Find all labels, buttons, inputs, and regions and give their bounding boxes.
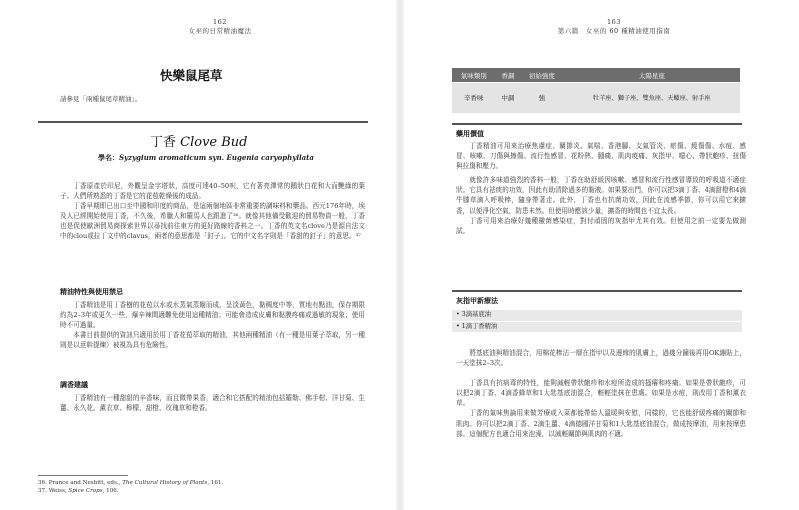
- properties-text: [60, 300, 365, 350]
- cell-sun-sign: 牡羊座、獅子座、雙魚座、天蠍座、射手座: [564, 83, 740, 114]
- book-gutter: [396, 0, 404, 510]
- clove-intro: [60, 181, 365, 242]
- recipe-item: • 1滴丁香精油: [452, 322, 742, 333]
- healing-heading: 藥用價值: [456, 129, 484, 138]
- left-page: [0, 0, 396, 510]
- scientific-name: Syzygium aromaticum syn. Eugenia caryophyllata: [119, 153, 314, 162]
- cell-scent-family: 辛香味: [452, 83, 496, 114]
- footnotes: [38, 479, 223, 495]
- method-paragraph: 丁香的氣味焦論用來做芳療或入菜都能帶給人溫暖與安慰，同樣的，它也能舒緩疼痛的關節和肌肉。你可以把2滴丁香、2滴生薑、4滴德國洋甘菊和1大匙基底油混合，做成按摩油，用來按摩患部。這個配方也適合用來泡澡，以減輕關節與肌肉的不適。: [456, 409, 746, 438]
- properties-paragraph: 本書目前提供的資訊只適用於用丁香花苞萃取的精油，其他兩種精油（有一種是用葉子萃取，另一種則是以莖幹提煉）被視為具有危險性。: [60, 331, 365, 350]
- header-note: 香調: [496, 68, 521, 83]
- scientific-label: 學名：: [98, 153, 119, 162]
- blending-paragraph: 丁香精油有一種甜甜的辛香味，而且微帶果香，適合和它搭配的精油包括羅勒、佛手柑、洋甘菊、生薑、永久花、薰衣草、檸檬、甜橙、玫瑰草和橙香。: [60, 394, 365, 413]
- intro-paragraph: 丁香早期即已出口至中國和印度的商品，是這兩個地區非常重要的調味料和藥品。西元176年時，埃及人已經開始使用丁香，不久後，希臘人和羅馬人也跟進了³⁶。就像其他備受歡迎的貿易物資一般，丁香也是促使歐洲貿易商探索世界以尋找前往東方的更好路線的香料之一。丁香的英文名clove乃是源自法文中的clou或拉丁文中的clavus，兩者的意思都是「釘子」。它的中文名字則是「香甜的釘子」的意思。³⁷: [60, 202, 365, 241]
- recipe-box: [452, 310, 742, 333]
- intro-paragraph: 丁香原產於印尼，外觀呈金字塔狀，高度可達40–50呎，它有著亮澤常的鵝狀白花和大而艷綠的葉子。人們所熟悉的丁香是它的花苞乾燥後的成品。: [60, 182, 365, 201]
- table-row: [452, 83, 740, 114]
- header-scent-family: 氣味類別: [452, 68, 496, 83]
- recipe-item: • 3滴基底油: [452, 310, 742, 321]
- blending-text: [60, 393, 365, 413]
- clove-title-cn: 丁香: [150, 135, 177, 150]
- properties-paragraph: 丁香精油是用丁香樹的花苞以水或水蒸氣蒸餾而成，呈淡黃色，黏稠度中等，質地有點油，保存期限約為2–3年或更久一些，爆辛辣間適難免使用這種精油；可能會造成皮膚和黏膜疼痛或過敏的現象；使用時不可過量。: [60, 301, 365, 330]
- healing-paragraph: 就像許多味道強烈的香料一般，丁香在助舒緩因咳嗽、感冒和流行性感冒導致的呼吸道不適症狀。它具有祛痰的功效，因此有助清除過多的黏液。如果要出門，你可以把3滴丁香、4滴甜橙和4滴牛膝草滴入呼吸棒，隨身帶著走。此外，丁香也有抗菌功效，因此在流感季節，你可以用它來擴香，以便淨化空氣，防患未然。但使用時應該少量，擴香的時間也不宜太長。: [456, 176, 746, 215]
- clove-title-en: Clove Bud: [180, 135, 248, 150]
- clove-title: [150, 131, 248, 150]
- right-chapter-title: 第六篇 女巫的 60 種精油使用指南: [557, 27, 671, 35]
- right-page: [404, 0, 799, 510]
- left-running-head: [70, 18, 370, 36]
- header-sun-sign: 太陽星座: [564, 68, 740, 83]
- header-intensity: 初始強度: [520, 68, 564, 83]
- cell-intensity: 強: [520, 83, 564, 114]
- healing-paragraph: 丁香可用來治療好幾種黴菌感染症，對付頑固的灰指甲尤其有效。但使用之前一定要先做測試。: [456, 216, 746, 235]
- footnote-36: 36. Prance and Nesbitt, eds., The Cultural History of Plants, 161.: [38, 480, 224, 486]
- left-book-title: 女巫的日常精油魔法: [188, 27, 252, 35]
- footnote-divider: [38, 475, 128, 476]
- method-paragraph: 將基底油與精油混合，用棉花棒沾一層在指甲以及邊緣的肌膚上，過幾分鐘後再用OK繃貼上，一天塗抹2–3次。: [456, 349, 746, 368]
- healing-paragraph: 丁香精油可用來治療焦慮症、關節炎、氣喘、香港腳、支氣管炎、瘀傷、燒傷傷、水痘、感冒、咳嗽、刀傷與擦傷、流行性感冒、花粉熱、腫痛、肌肉痠痛、灰指甲、噁心、帶狀皰疹、扭傷與拉傷和壓力。: [456, 142, 746, 171]
- method-paragraph: 丁香具有抗病毒的特性，能夠減輕帶狀皰疹和水痘所造成的搔癢和疼痛。如果是帶狀皰疹，可以把2滴丁香、4滴香蜂草和1大匙基底油混合，輕輕塗抹在患處。如果是水痘，則改用丁香和薰衣草。: [456, 379, 746, 408]
- clary-sage-title: 快樂鼠尾草: [160, 68, 223, 83]
- table-header-row: [452, 68, 740, 83]
- right-page-number: 163: [607, 18, 621, 26]
- left-page-number: 162: [213, 18, 227, 26]
- healing-text: [456, 141, 746, 236]
- footnote-37: 37. Weiss, Spice Crops, 106.: [38, 488, 119, 494]
- section-divider: [452, 123, 742, 125]
- cell-note: 中調: [496, 83, 521, 114]
- right-running-head: [464, 18, 764, 36]
- see-also-note: 請參見「兩種鼠尾草精油」。: [60, 95, 142, 103]
- method-heading: 灰指甲新療法: [456, 296, 498, 305]
- section-divider: [38, 121, 368, 123]
- properties-heading: 精油特性與使用禁忌: [60, 287, 123, 296]
- oil-profile-table: [452, 68, 740, 113]
- blending-heading: 調香建議: [60, 380, 88, 389]
- method-text: [456, 348, 746, 439]
- method-divider: [452, 290, 742, 292]
- scientific-name-line: [98, 153, 314, 163]
